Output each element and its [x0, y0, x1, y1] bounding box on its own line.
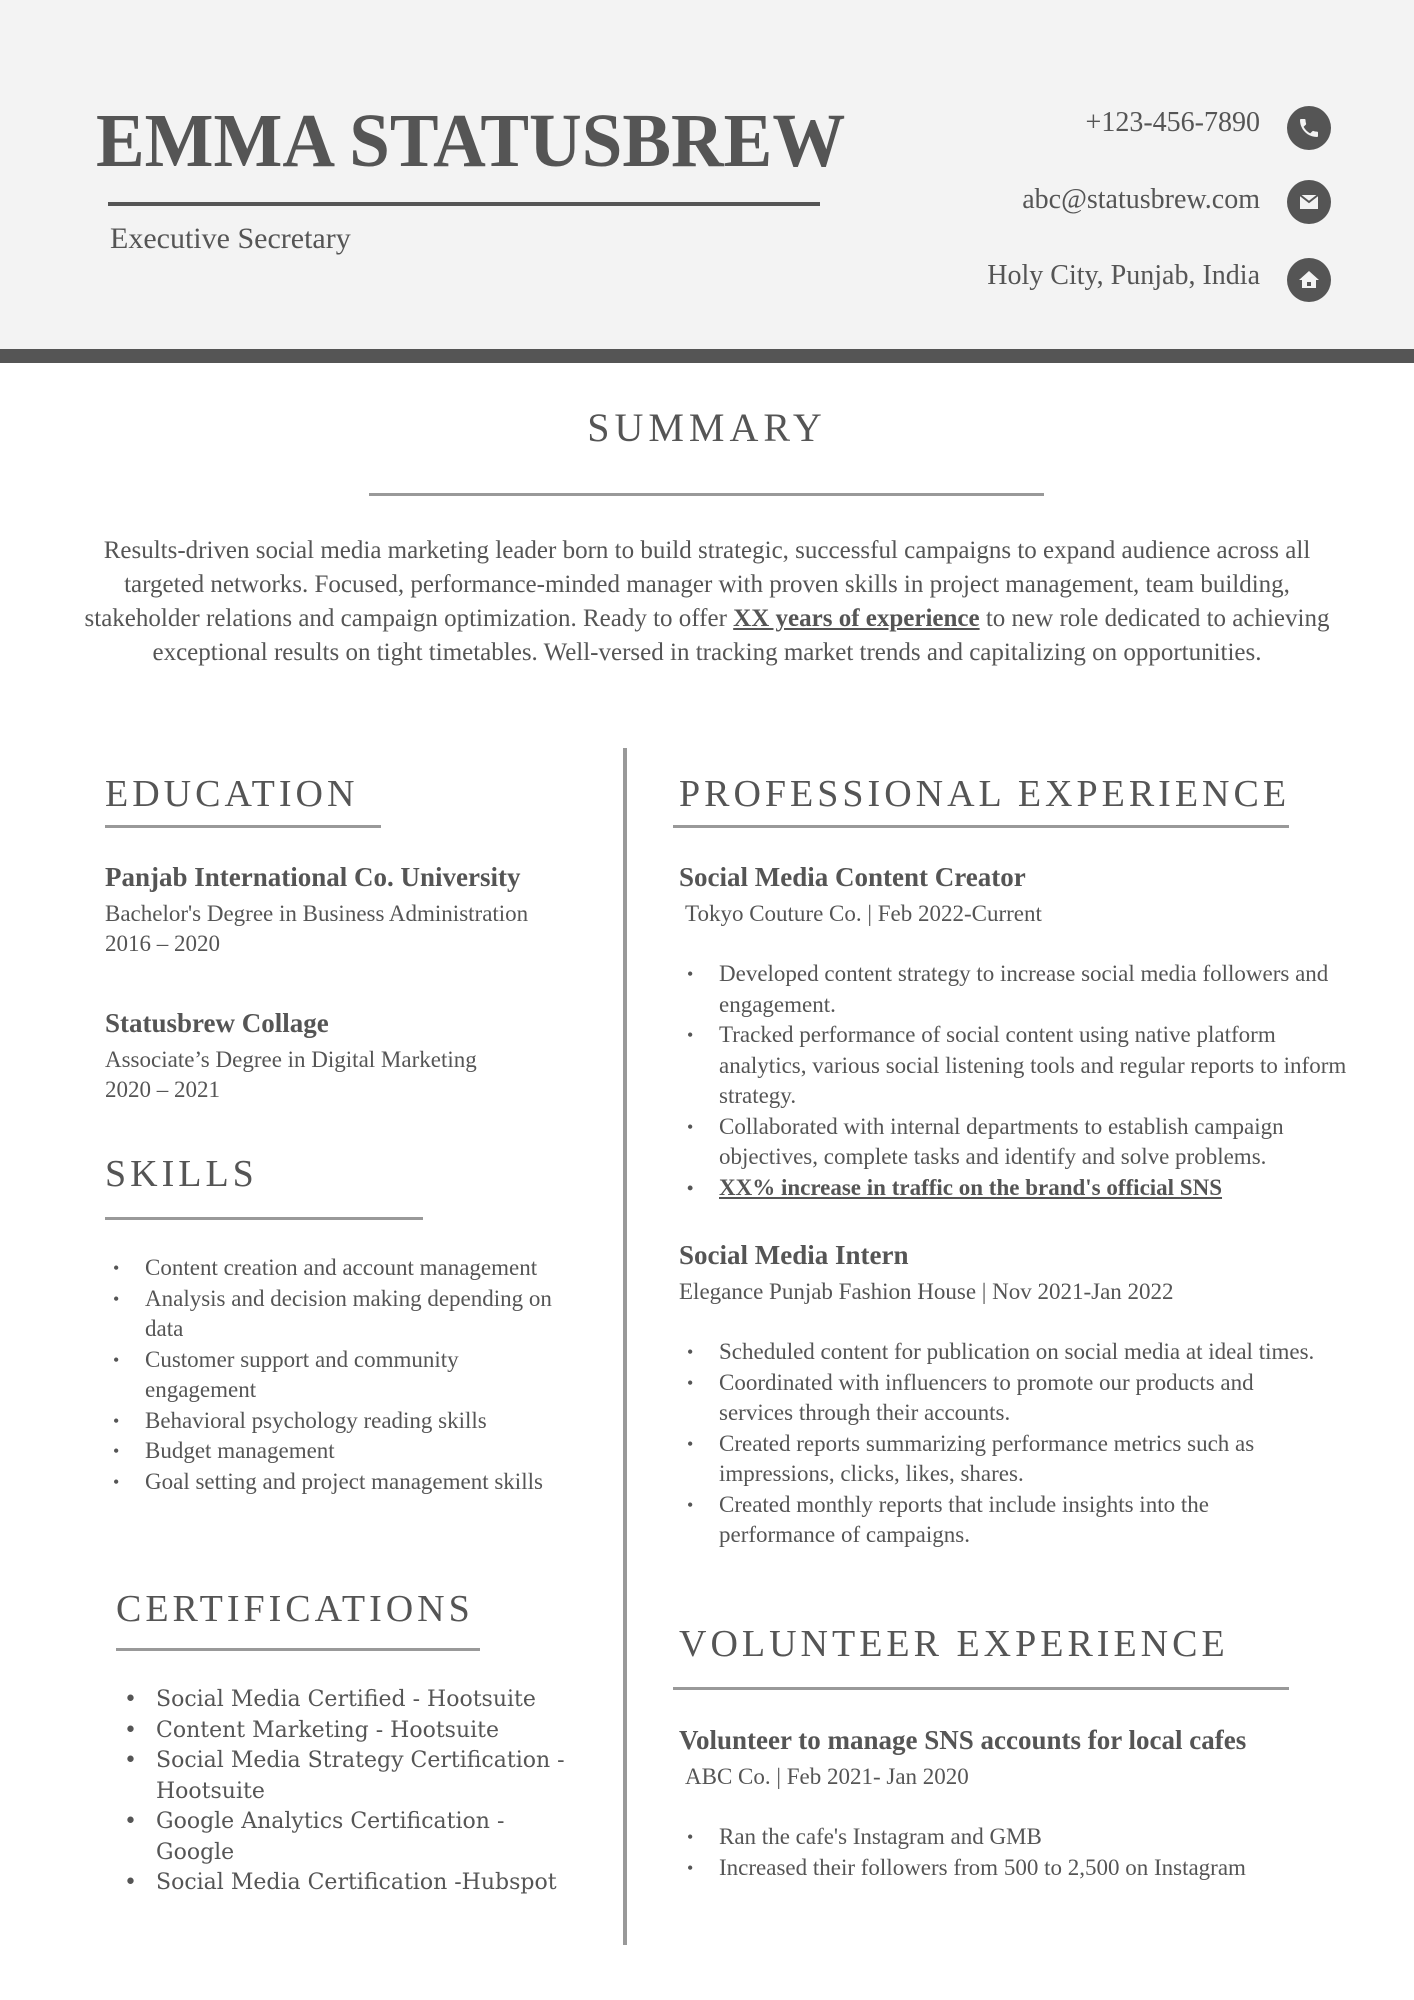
experience-underline — [673, 825, 1289, 828]
certification-item: • Content Marketing - Hootsuite — [116, 1716, 586, 1747]
summary-text-before: Results-driven social media marketing leader born to build strategic, successful campaigns to expand audience across all targeted networks. Focused, performance-minded manager with proven skills in project management, team building, stakeholder relations and campaign optimization. Ready to offer — [84, 537, 1311, 632]
experience-heading: PROFESSIONAL EXPERIENCE — [679, 773, 1291, 815]
job-bullets — [679, 1337, 1319, 1551]
phone-icon — [1287, 106, 1331, 150]
skill-item: • Customer support and community engagement — [105, 1345, 565, 1406]
certification-item: • Social Media Strategy Certification - Hootsuite — [116, 1746, 586, 1807]
skills-underline — [105, 1217, 423, 1220]
education-school: Statusbrew Collage — [105, 1008, 329, 1038]
candidate-name: EMMA STATUSBREW — [96, 99, 846, 183]
job-meta: Tokyo Couture Co. | Feb 2022-Current — [685, 901, 1042, 926]
job-bullet: • Developed content strategy to increase social media followers and engagement. — [679, 959, 1359, 1020]
summary-highlight: XX years of experience — [733, 605, 980, 632]
skill-item: • Goal setting and project management skills — [105, 1467, 565, 1498]
volunteer-heading: VOLUNTEER EXPERIENCE — [679, 1623, 1229, 1665]
certification-item: • Google Analytics Certification - Google — [116, 1807, 586, 1868]
job-title: Social Media Content Creator — [679, 862, 1026, 892]
skill-item: • Budget management — [105, 1436, 565, 1467]
summary-underline — [369, 493, 1044, 496]
job-title: Social Media Intern — [679, 1240, 909, 1270]
certification-item: • Social Media Certified - Hootsuite — [116, 1685, 586, 1716]
skill-item: • Content creation and account management — [105, 1253, 565, 1284]
summary-heading: SUMMARY — [587, 405, 827, 450]
contact-email[interactable]: abc@statusbrew.com — [1022, 184, 1260, 215]
home-icon — [1287, 258, 1331, 302]
education-degree: Associate’s Degree in Digital Marketing — [105, 1047, 477, 1072]
contact-phone[interactable]: +123-456-7890 — [1085, 107, 1260, 138]
education-heading: EDUCATION — [105, 773, 359, 815]
volunteer-title: Volunteer to manage SNS accounts for local cafes — [679, 1725, 1247, 1755]
education-item — [105, 861, 528, 959]
volunteer-entry — [679, 1724, 1359, 1883]
skill-item: • Analysis and decision making depending on data — [105, 1284, 565, 1345]
volunteer-underline — [673, 1687, 1289, 1690]
education-underline — [105, 825, 381, 828]
volunteer-bullets — [679, 1822, 1359, 1883]
skills-heading: SKILLS — [105, 1153, 258, 1195]
job-meta: Elegance Punjab Fashion House | Nov 2021-Jan 2022 — [679, 1279, 1174, 1304]
name-underline — [108, 202, 820, 206]
job-entry — [679, 1239, 1319, 1551]
email-icon — [1287, 180, 1331, 224]
job-bullet: • Coordinated with influencers to promote our products and services through their accounts. — [679, 1368, 1319, 1429]
job-role: Executive Secretary — [110, 222, 351, 255]
certifications-list — [116, 1685, 586, 1899]
job-entry — [679, 861, 1359, 1203]
skills-list — [105, 1253, 565, 1497]
job-bullet: • Tracked performance of social content using native platform analytics, various social listening tools and regular reports to inform strategy. — [679, 1020, 1359, 1112]
education-years: 2016 – 2020 — [105, 931, 220, 956]
education-years: 2020 – 2021 — [105, 1077, 220, 1102]
summary-text-after: to new role dedicated to achieving exceptional results on tight timetables. Well-versed in tracking market trends and capitalizing on opportunities. — [152, 605, 1330, 666]
job-bullets — [679, 959, 1359, 1203]
education-item — [105, 1007, 477, 1105]
column-divider — [623, 748, 627, 1945]
job-bullet: • Collaborated with internal departments to establish campaign objectives, complete tasks and identify and solve problems. — [679, 1112, 1359, 1173]
job-bullet: • Created monthly reports that include insights into the performance of campaigns. — [679, 1490, 1319, 1551]
volunteer-meta: ABC Co. | Feb 2021- Jan 2020 — [685, 1764, 969, 1789]
header-bottom-bar — [0, 349, 1414, 363]
contact-address: Holy City, Punjab, India — [987, 260, 1260, 291]
summary-paragraph — [80, 534, 1334, 670]
volunteer-bullet: • Ran the cafe's Instagram and GMB — [679, 1822, 1359, 1853]
certifications-underline — [116, 1648, 480, 1651]
job-bullet-highlight: • XX% increase in traffic on the brand's official SNS — [679, 1173, 1359, 1204]
education-school: Panjab International Co. University — [105, 862, 521, 892]
job-bullet: • Scheduled content for publication on social media at ideal times. — [679, 1337, 1319, 1368]
certification-item: • Social Media Certification -Hubspot — [116, 1868, 586, 1899]
skill-item: • Behavioral psychology reading skills — [105, 1406, 565, 1437]
volunteer-bullet: • Increased their followers from 500 to 2,500 on Instagram — [679, 1853, 1359, 1884]
certifications-heading: CERTIFICATIONS — [116, 1588, 474, 1630]
job-bullet: • Created reports summarizing performance metrics such as impressions, clicks, likes, shares. — [679, 1429, 1319, 1490]
education-degree: Bachelor's Degree in Business Administration — [105, 901, 529, 926]
